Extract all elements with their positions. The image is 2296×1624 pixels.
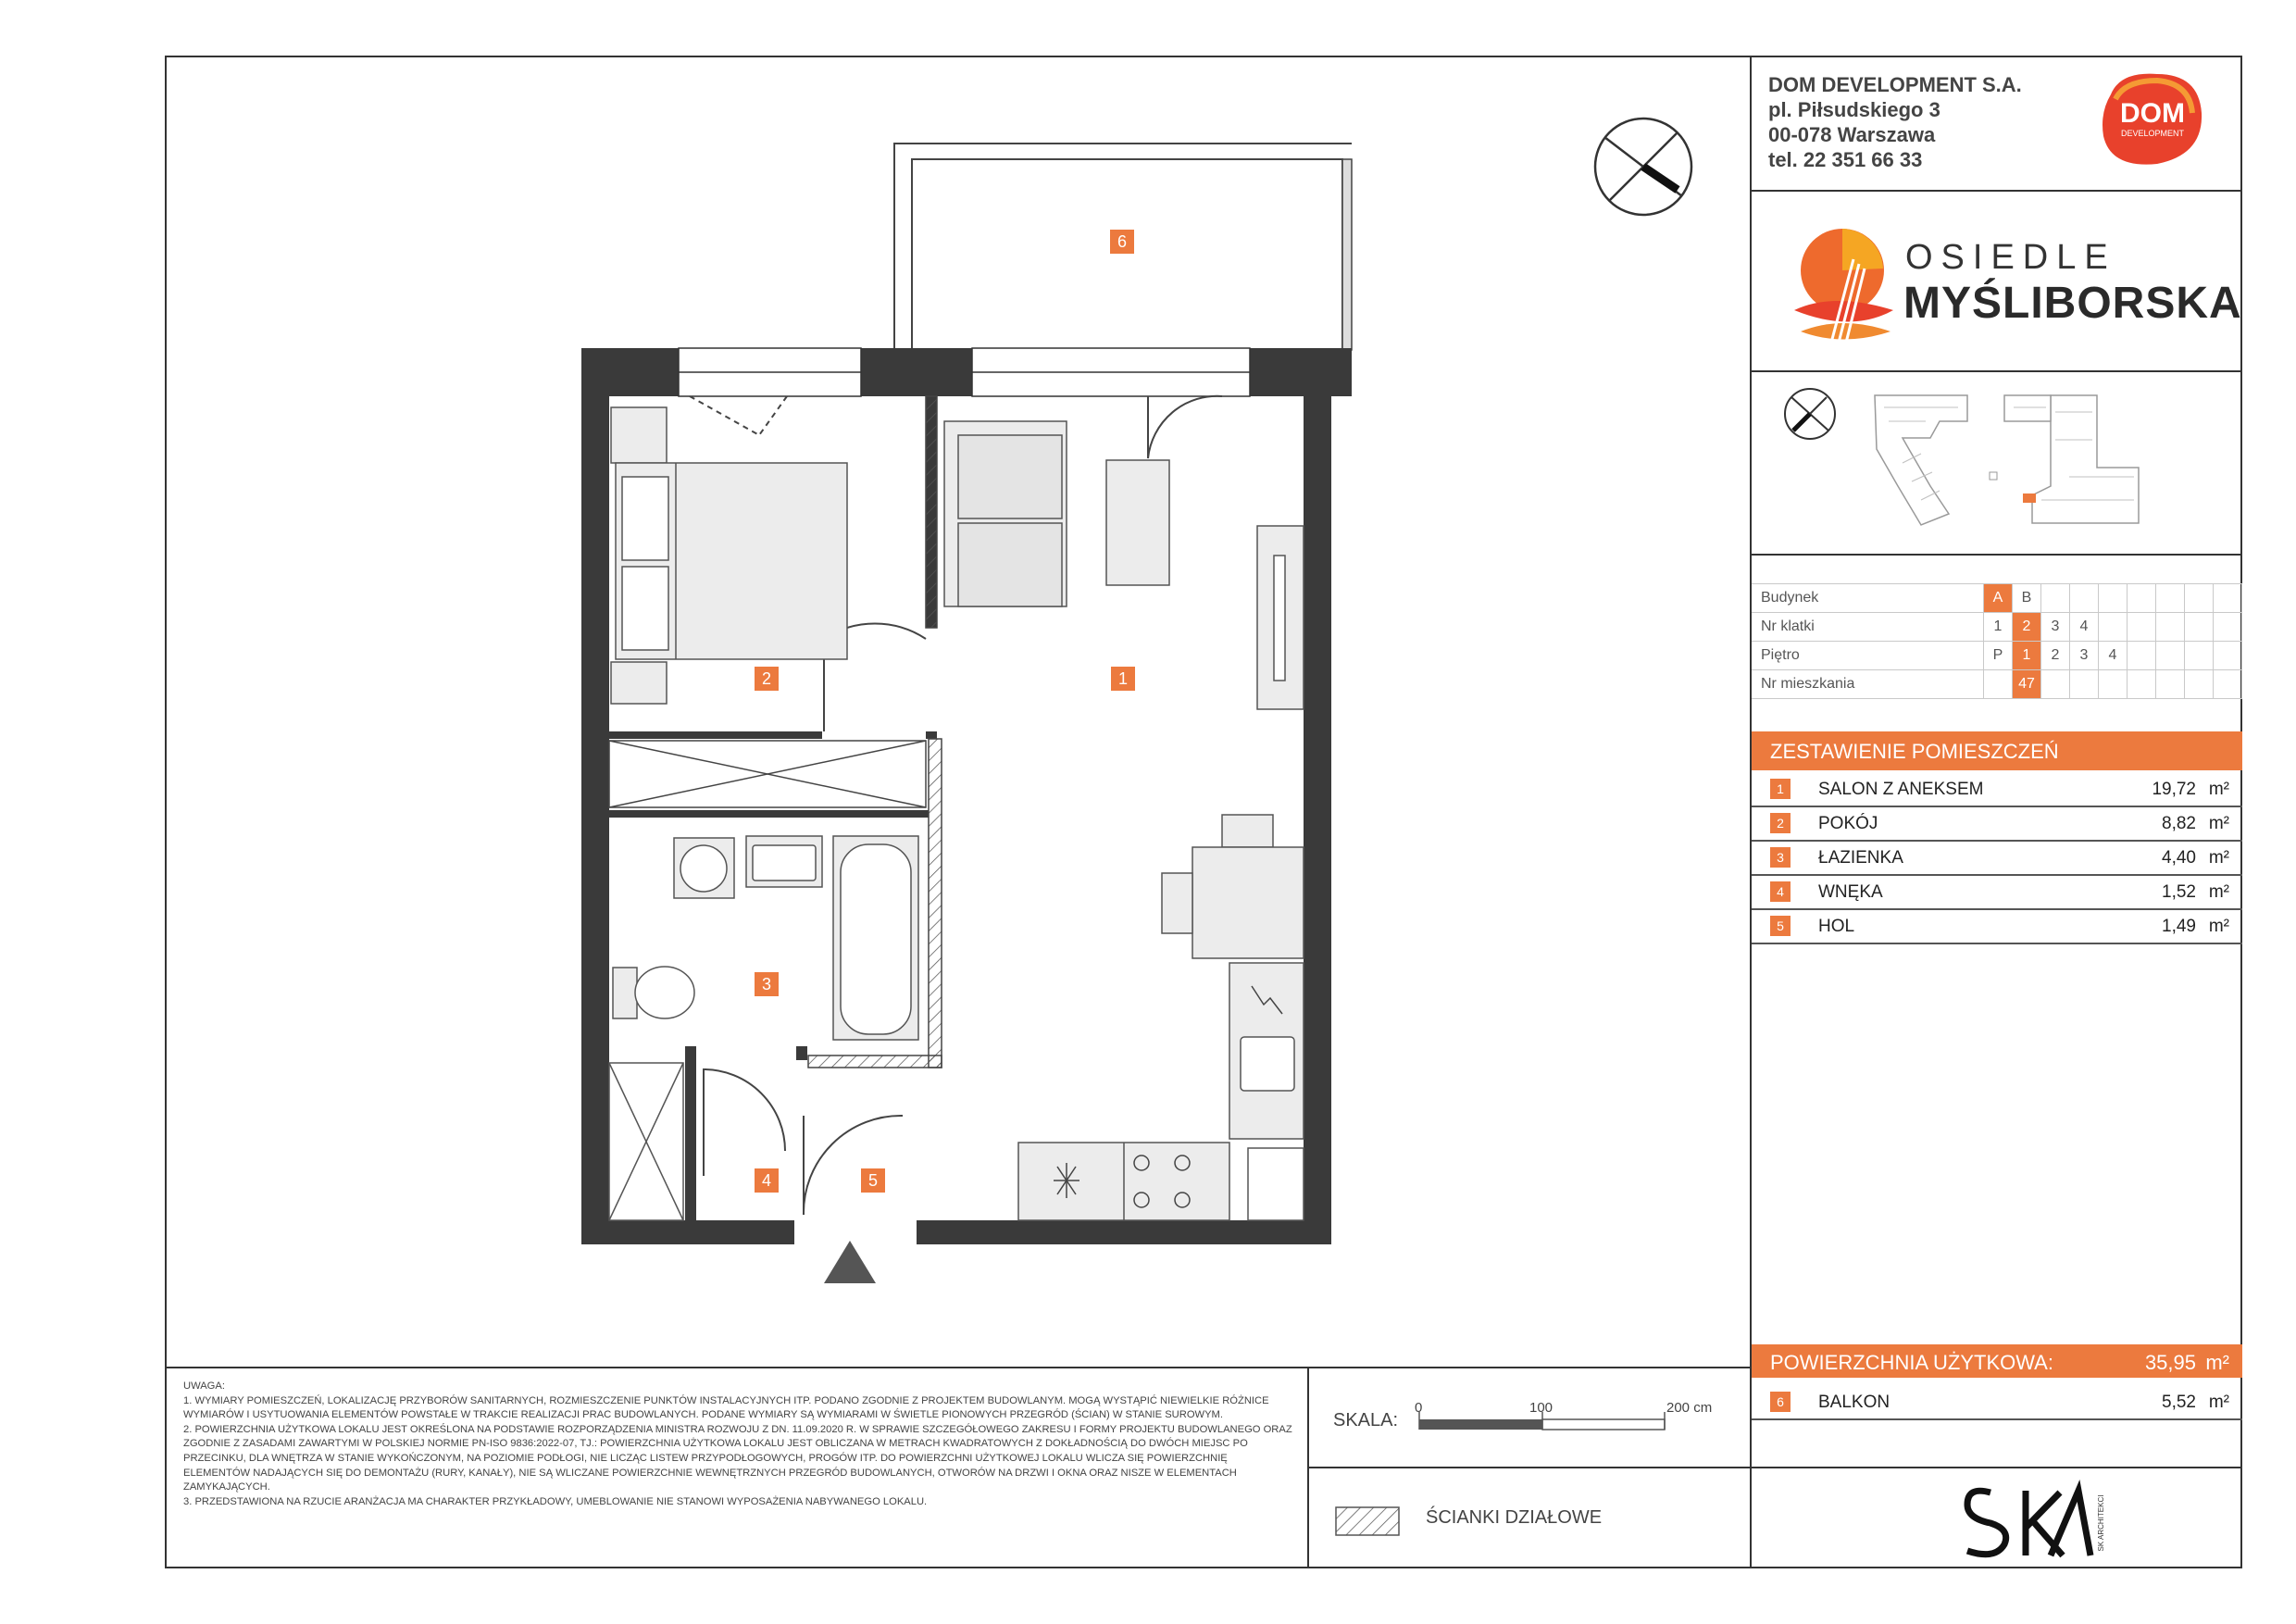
grid-cell [2070,584,2099,613]
svg-text:DEVELOPMENT: DEVELOPMENT [2120,129,2185,138]
total-area: 35,95 [2144,1351,2196,1374]
entrance-arrow-icon [824,1241,876,1283]
balcony-name: BALKON [1818,1393,1890,1412]
total-area-bar [1752,1344,2242,1378]
room-unit: m² [2208,917,2229,936]
room-unit: m² [2208,882,2229,902]
grid-row [1752,642,2242,670]
grid-row-label: Nr klatki [1752,613,1984,642]
balcony-row [1752,1385,2242,1420]
room-row [1752,875,2242,910]
room-num: 4 [1770,881,1791,902]
sofa [944,421,1067,606]
room-area: 8,82 [2162,814,2196,833]
grid-cell: 4 [2070,613,2099,642]
grid-cell [2041,584,2070,613]
plan-label-6: 6 [1110,230,1134,254]
tv-cabinet [1257,526,1304,709]
grid-cell [2214,613,2242,642]
grid-cell [2185,642,2214,670]
divider [1750,554,2242,556]
room-num: 5 [1770,916,1791,936]
grid-cell [2214,670,2242,699]
scale-tick-100: 100 [1529,1400,1554,1416]
grid-cell [1984,670,2013,699]
grid-row [1752,613,2242,642]
rooms-header-text: ZESTAWIENIE POMIESZCZEŃ [1770,740,2059,763]
grid-cell [2128,584,2156,613]
balcony-num: 6 [1770,1392,1791,1412]
room-name: SALON Z ANEKSEM [1818,780,1984,799]
brand-line1: OSIEDLE [1905,238,2116,277]
plan-label-4: 4 [755,1168,779,1193]
company-name: DOM DEVELOPMENT S.A. [1768,73,2022,96]
notes-title: UWAGA: [183,1380,225,1392]
grid-cell: 2 [2041,642,2070,670]
grid-cell: 1 [1984,613,2013,642]
company-phone: tel. 22 351 66 33 [1768,148,1923,171]
compass-small-icon [1785,389,1835,439]
note-item: 3. PRZEDSTAWIONA NA RZUCIE ARANŻACJA MA CHARAKTER PRZYKŁADOWY, UMEBLOWANIE NIE STANOWI WYPOSAŻENIA NABYWANEGO LOKALU. [183,1495,928,1507]
coffee-table [1106,460,1169,585]
notes [183,1380,1294,1509]
grid-cell: 1 [2013,642,2041,670]
note-item: 1. WYMIARY POMIESZCZEŃ, LOKALIZACJĘ PRZYBORÓW SANITARNYCH, ROZMIESZCZENIE PUNKTÓW INSTALACYJNYCH ITP. PODANO ZGODNIE Z PROJEKTEM BUDOWLANYM. MOGĄ WYSTĄPIĆ NIEWIELKIE RÓŻNICE WYMIARÓW I USYTUOWANIA ELEMENTÓW POWSTAŁE W TRAKCIE REALIZACJI PRAC BUDOWLANYCH. PODANE WYMIARY SĄ WYMIARAMI W ŚWIETLE PIONOWYCH PRZEGRÓD (ŚCIAN) W STANIE SUROWYM. [183,1394,1269,1421]
company-city: 00-078 Warszawa [1768,123,1936,146]
grid-cell [2185,584,2214,613]
legend-label: ŚCIANKI DZIAŁOWE [1426,1507,1603,1528]
balcony-area: 5,52 [2162,1393,2196,1412]
room-area: 4,40 [2162,848,2196,868]
room-row [1752,772,2242,807]
grid-cell [2156,584,2185,613]
room-area: 1,52 [2162,882,2196,902]
dining-table [1162,815,1304,958]
grid-cell: B [2013,584,2041,613]
plan-label-2: 2 [755,667,779,691]
balcony-unit: m² [2208,1393,2229,1412]
dom-development-logo [2092,67,2213,173]
scale-tick-200: 200 cm [1666,1400,1713,1416]
partition-legend-swatch [1336,1507,1399,1535]
room-num: 3 [1770,847,1791,868]
wardrobe [609,741,926,807]
room-unit: m² [2208,780,2229,799]
grid-cell: A [1984,584,2013,613]
brand-line2: MYŚLIBORSKA [1903,279,2242,328]
total-label: POWIERZCHNIA UŻYTKOWA: [1770,1351,2053,1374]
grid-cell [2128,642,2156,670]
room-name: WNĘKA [1818,882,1883,902]
grid-cell [2185,670,2214,699]
room-unit: m² [2208,848,2229,868]
bed [611,407,847,704]
company-info [1768,72,2022,172]
grid-cell [2099,613,2128,642]
location-table [1752,583,2242,699]
grid-cell [2156,670,2185,699]
grid-cell [2214,584,2242,613]
grid-cell [2070,670,2099,699]
kitchen-counter [1018,963,1304,1220]
grid-cell [2185,613,2214,642]
grid-cell [2128,613,2156,642]
grid-cell: 47 [2013,670,2041,699]
compass-icon [1595,119,1691,215]
grid-cell [2214,642,2242,670]
plan-label-1: 1 [1111,667,1135,691]
company-street: pl. Piłsudskiego 3 [1768,98,1940,121]
grid-row [1752,584,2242,613]
bathroom-fixtures [609,836,918,1220]
room-row [1752,909,2242,944]
room-name: POKÓJ [1818,814,1878,833]
divider [1750,1467,2242,1468]
grid-row-label: Nr mieszkania [1752,670,1984,699]
site-key-plan [1773,384,2236,551]
note-item: 2. POWIERZCHNIA UŻYTKOWA LOKALU JEST OKREŚLONA NA PODSTAWIE ROZPORZĄDZENIA MINISTRA ROZWOJU Z DN. 11.09.2020 R. W SPRAWIE SZCZEGÓŁOWEGO ZAKRESU I FORMY PROJEKTU BUDOWLANEGO ORAZ ZGODNIE Z ZASADAMI ZAWARTYMI W POLSKIEJ NORMIE PN-ISO 9836:2022-07, TJ.: POWIERZCHNIA UŻYTKOWA LOKALU JEST OBLICZANA W METRACH KWADRATOWYCH Z DOKŁADNOŚCIĄ DO DWÓCH MIEJSC PO PRZECINKU, DLA WNĘTRZA W STANIE WYKOŃCZONYM, NA POZIOMIE PODŁOGI, NIE LICZĄC LISTEW PRZYPODŁOGOWYCH, PROGÓW ITP. DO POWIERZCHNI UŻYTKOWEJ LOKALU WLICZA SIĘ POWIERZCHNIĘ ELEMENTÓW NADAJĄCYCH SIĘ DO DEMONTAŻU (RURY, KANAŁY), NIE SĄ WLICZANE POWIERZCHNIE WEWNĘTRZNYCH PRZEGRÓD BUDOWLANYCH, OTWORÓW NA DRZWI I OKNA ORAZ NISZE W ELEMENTACH ZAMYKAJĄCYCH. [183,1423,1292,1493]
scale-label: SKALA: [1333,1410,1399,1430]
room-area: 1,49 [2162,917,2196,936]
grid-cell [2041,670,2070,699]
room-row [1752,841,2242,876]
grid-row-label: Budynek [1752,584,1984,613]
divider [1750,190,2242,192]
room-num: 2 [1770,813,1791,833]
room-unit: m² [2208,814,2229,833]
divider [1307,1467,1752,1468]
plan-label-5: 5 [861,1168,885,1193]
grid-cell: 3 [2041,613,2070,642]
grid-cell [2156,613,2185,642]
grid-cell: 2 [2013,613,2041,642]
divider [1750,370,2242,372]
grid-cell [2156,642,2185,670]
grid-cell [2099,584,2128,613]
scale-tick-0: 0 [1415,1400,1423,1416]
ska-sub: SK ARCHITEKCI [2097,1494,2105,1552]
grid-row-label: Piętro [1752,642,1984,670]
grid-cell: 3 [2070,642,2099,670]
room-row [1752,806,2242,842]
room-name: ŁAZIENKA [1818,848,1903,868]
room-area: 19,72 [2152,780,2196,799]
grid-row [1752,670,2242,699]
osiedle-logo-icon [1787,222,1898,347]
svg-text:DOM: DOM [2120,98,2185,129]
grid-cell: P [1984,642,2013,670]
plan-label-3: 3 [755,972,779,996]
room-name: HOL [1818,917,1855,936]
grid-cell [2128,670,2156,699]
room-num: 1 [1770,779,1791,799]
rooms-header [1752,731,2242,770]
grid-cell: 4 [2099,642,2128,670]
total-unit: m² [2205,1351,2229,1374]
grid-cell [2099,670,2128,699]
